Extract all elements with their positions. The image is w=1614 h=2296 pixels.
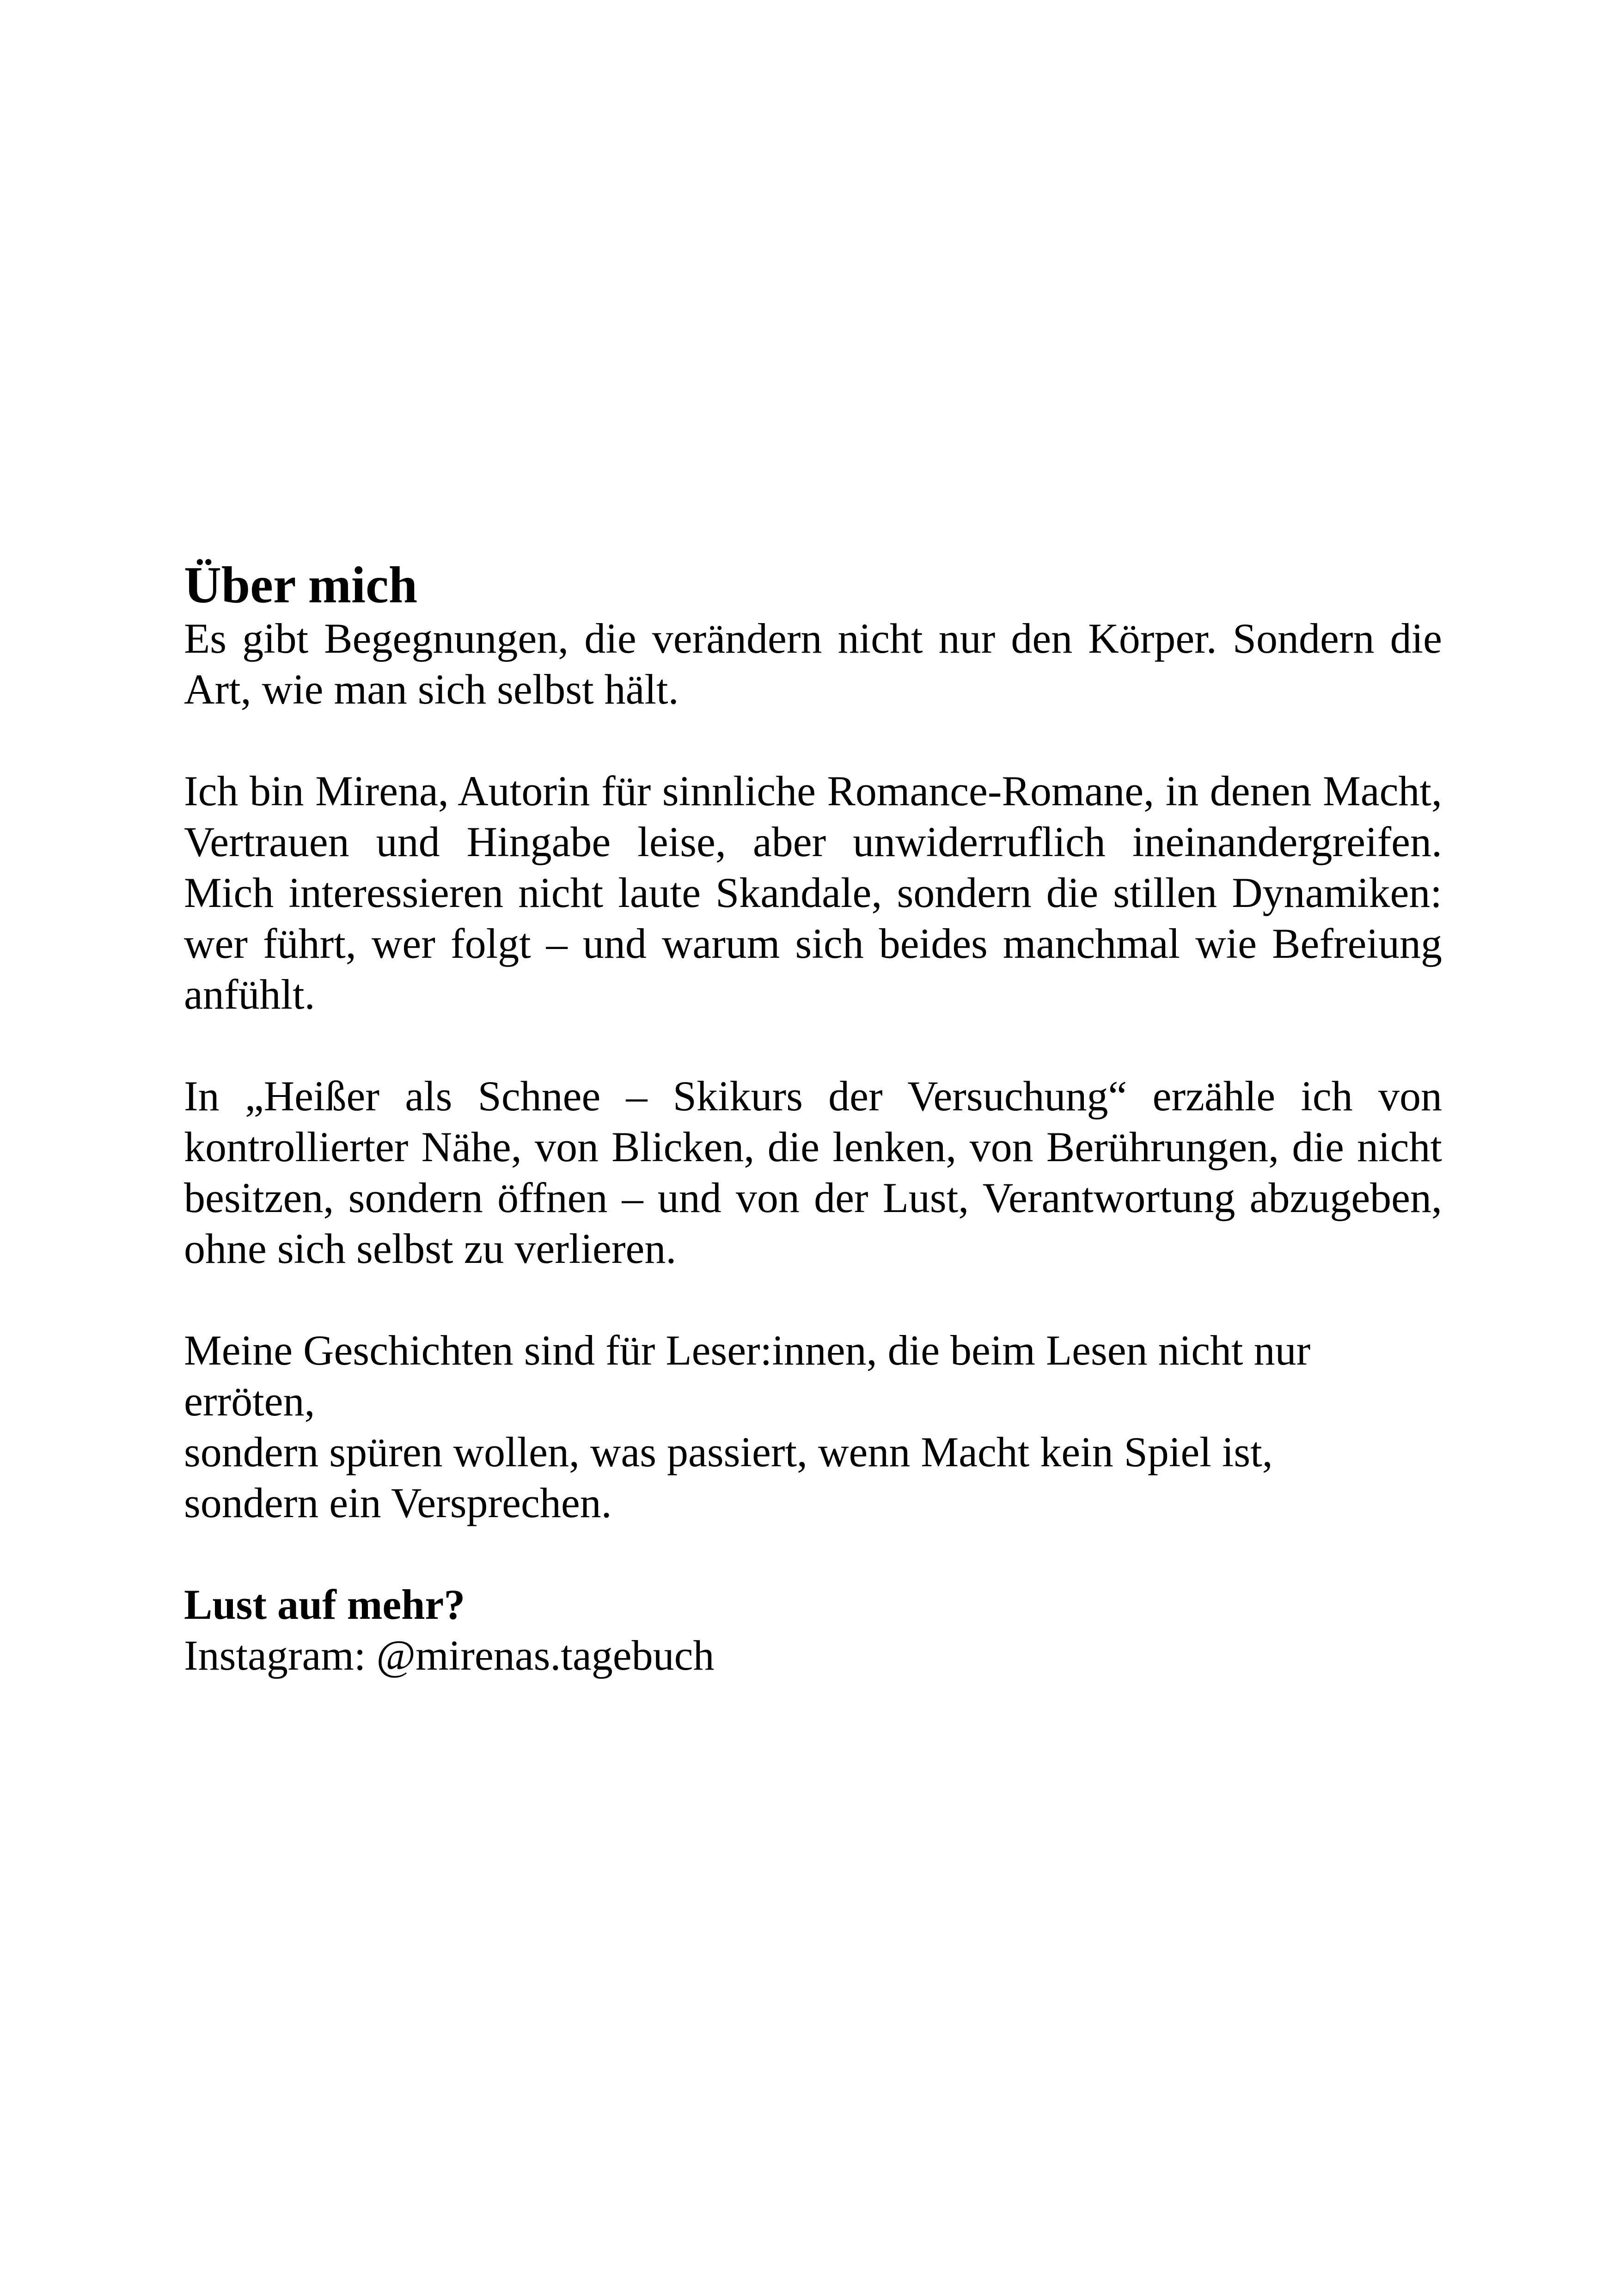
- stories-line: sondern ein Versprechen.: [184, 1479, 612, 1526]
- section-title: Über mich: [184, 557, 417, 614]
- stories-line: sondern spüren wollen, was passiert, wenn Macht kein Spiel ist,: [184, 1428, 1273, 1476]
- stories-paragraph: [184, 1325, 1442, 1528]
- intro-paragraph: Es gibt Begegnungen, die verändern nicht nur den Körper. Sondern die Art, wie man sich selbst hält.: [184, 615, 1442, 713]
- author-paragraph: Ich bin Mirena, Autorin für sinnliche Romance-Romane, in denen Macht, Vertrauen und Hingabe leise, aber unwiderruflich ineinandergreifen. Mich interessieren nicht laute Skandale, sondern die stillen Dynamiken: wer führt, wer folgt – und warum sich beides manchmal wie Befreiung anfühlt.: [184, 767, 1442, 1018]
- stories-line: Meine Geschichten sind für Leser:innen, die beim Lesen nicht nur erröten,: [184, 1327, 1311, 1425]
- instagram-handle: Instagram: @mirenas.tagebuch: [184, 1632, 715, 1679]
- book-paragraph: In „Heißer als Schnee – Skikurs der Versuchung“ erzähle ich von kontrollierter Nähe, von Blicken, die lenken, von Berührungen, die nicht besitzen, sondern öffnen – und von der Lust, Verantwortung abzugeben, ohne sich selbst zu verlieren.: [184, 1072, 1442, 1272]
- about-section: [184, 553, 1442, 1732]
- call-to-action: [184, 1579, 1442, 1681]
- cta-title: Lust auf mehr?: [184, 1581, 465, 1628]
